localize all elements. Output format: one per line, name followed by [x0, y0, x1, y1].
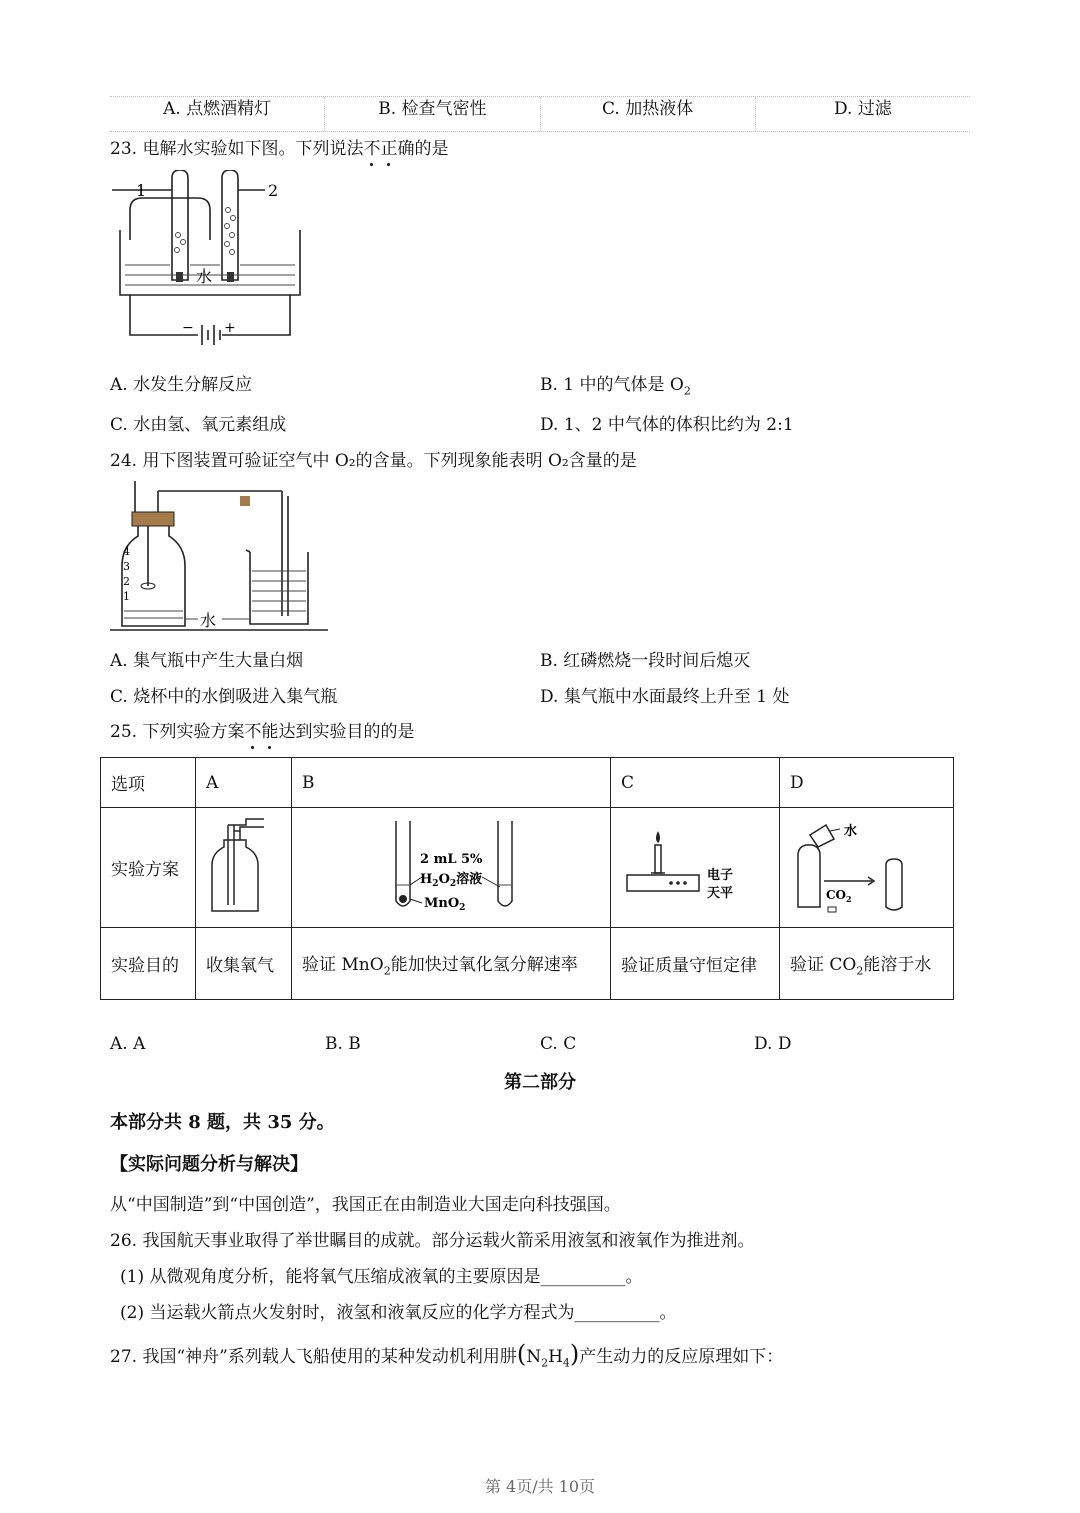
- q25-header-d: D: [780, 758, 954, 808]
- part2-title: 第二部分: [504, 1072, 576, 1093]
- q23-option-a: A. 水发生分解反应: [110, 375, 253, 395]
- section-lead: 从“中国制造”到“中国创造”，我国正在由制造业大国走向科技强国。: [110, 1195, 621, 1215]
- q25-scheme-a: [196, 808, 292, 928]
- gas-bottle-figure: [206, 815, 266, 915]
- q25-option-d: D. D: [754, 1034, 792, 1054]
- h2o2-test-tubes-figure: [302, 815, 580, 915]
- svg-text:H2O2溶液: $H_2O_2$溶液: [420, 872, 483, 889]
- q22-option-d: D. 过滤: [833, 99, 892, 119]
- q22-option-b: B. 检查气密性: [325, 97, 540, 131]
- part2-intro: 本部分共 8 题，共 35 分。: [110, 1112, 335, 1133]
- q25-scheme-c: [611, 808, 780, 928]
- q25-purpose-a: 收集氧气: [196, 928, 292, 1000]
- o2-content-apparatus-figure: [110, 476, 330, 636]
- svg-text:1: 1: [123, 590, 130, 603]
- q25-header-option: 选项: [101, 758, 196, 808]
- q24-stem: 24. 用下图装置可验证空气中 O₂的含量。下列现象能表明 O₂含量的是: [110, 451, 637, 471]
- svg-text:水: 水: [844, 824, 858, 839]
- q25-option-a: A. A: [110, 1034, 146, 1054]
- q23-option-c: C. 水由氢、氧元素组成: [110, 415, 287, 435]
- svg-text:4: 4: [123, 545, 130, 558]
- svg-text:2: 2: [123, 575, 130, 588]
- q22-option-c: C. 加热液体: [541, 97, 756, 131]
- q24-option-c: C. 烧杯中的水倒吸进入集气瓶: [110, 687, 338, 707]
- q25-scheme-d: [780, 808, 954, 928]
- q25-purpose-d: 验证 $CO_2$能溶于水: [780, 928, 954, 1000]
- svg-text:水: 水: [196, 267, 213, 286]
- svg-text:2 mL 5%: 2 mL 5%: [420, 852, 483, 867]
- electronic-balance-figure: [621, 815, 749, 915]
- q22-option-a: A. 点燃酒精灯: [110, 97, 325, 131]
- q25-purpose-label: 实验目的: [101, 928, 196, 1000]
- q24-option-a: A. 集气瓶中产生大量白烟: [110, 651, 304, 671]
- q24-option-d: D. 集气瓶中水面最终上升至 1 处: [540, 687, 790, 707]
- q25-header-a: A: [196, 758, 292, 808]
- q25-header-b: B: [292, 758, 611, 808]
- q25-option-b: B. B: [325, 1034, 361, 1054]
- svg-text:−: −: [182, 320, 194, 336]
- page-footer: 第 4页/共 10页: [484, 1477, 596, 1496]
- q26-stem: 26. 我国航天事业取得了举世瞩目的成就。部分运载火箭采用液氢和液氧作为推进剂。: [110, 1231, 755, 1251]
- q25-purpose-c: 验证质量守恒定律: [611, 928, 780, 1000]
- svg-text:3: 3: [123, 560, 130, 573]
- q23-stem: 23. 电解水实验如下图。下列说法不正确的是: [110, 139, 449, 159]
- q23-option-b: B. 1 中的气体是 $O_2$: [540, 375, 691, 398]
- q25-header-c: C: [611, 758, 780, 808]
- q22-options-row: [110, 96, 970, 132]
- q26-part1: (1) 从微观角度分析，能将氧气压缩成液氧的主要原因是__________。: [120, 1267, 643, 1287]
- svg-text:电子: 电子: [707, 868, 734, 883]
- q25-option-c: C. C: [540, 1034, 577, 1054]
- svg-text:CO2: $CO_2$: [826, 888, 852, 904]
- q25-scheme-label: 实验方案: [101, 808, 196, 928]
- q24-option-b: B. 红磷燃烧一段时间后熄灭: [540, 651, 751, 671]
- svg-text:MnO2: MnO$_2$: [424, 896, 466, 913]
- q25-table: [100, 757, 954, 1000]
- q25-scheme-b: [292, 808, 611, 928]
- svg-text:2: 2: [268, 181, 279, 200]
- section-heading: 【实际问题分析与解决】: [110, 1154, 308, 1175]
- co2-bottle-figure: [790, 815, 940, 915]
- electrolysis-figure: [110, 170, 310, 360]
- q25-purpose-b: 验证 MnO$_2$能加快过氧化氢分解速率: [292, 928, 611, 1000]
- q26-part2: (2) 当运载火箭点火发射时，液氢和液氧反应的化学方程式为__________。: [120, 1303, 677, 1323]
- q27-stem: 27. 我国“神舟”系列载人飞船使用的某种发动机利用肼$(N_2H_4)$产生动力的反应原理如下：: [110, 1340, 784, 1370]
- svg-text:天平: 天平: [707, 886, 734, 901]
- svg-text:水: 水: [200, 611, 217, 630]
- q25-stem: 25. 下列实验方案不能达到实验目的的是: [110, 722, 415, 742]
- svg-text:1: 1: [136, 181, 147, 200]
- q23-option-d: D. 1、2 中气体的体积比约为 2:1: [540, 415, 794, 435]
- svg-text:+: +: [224, 320, 236, 336]
